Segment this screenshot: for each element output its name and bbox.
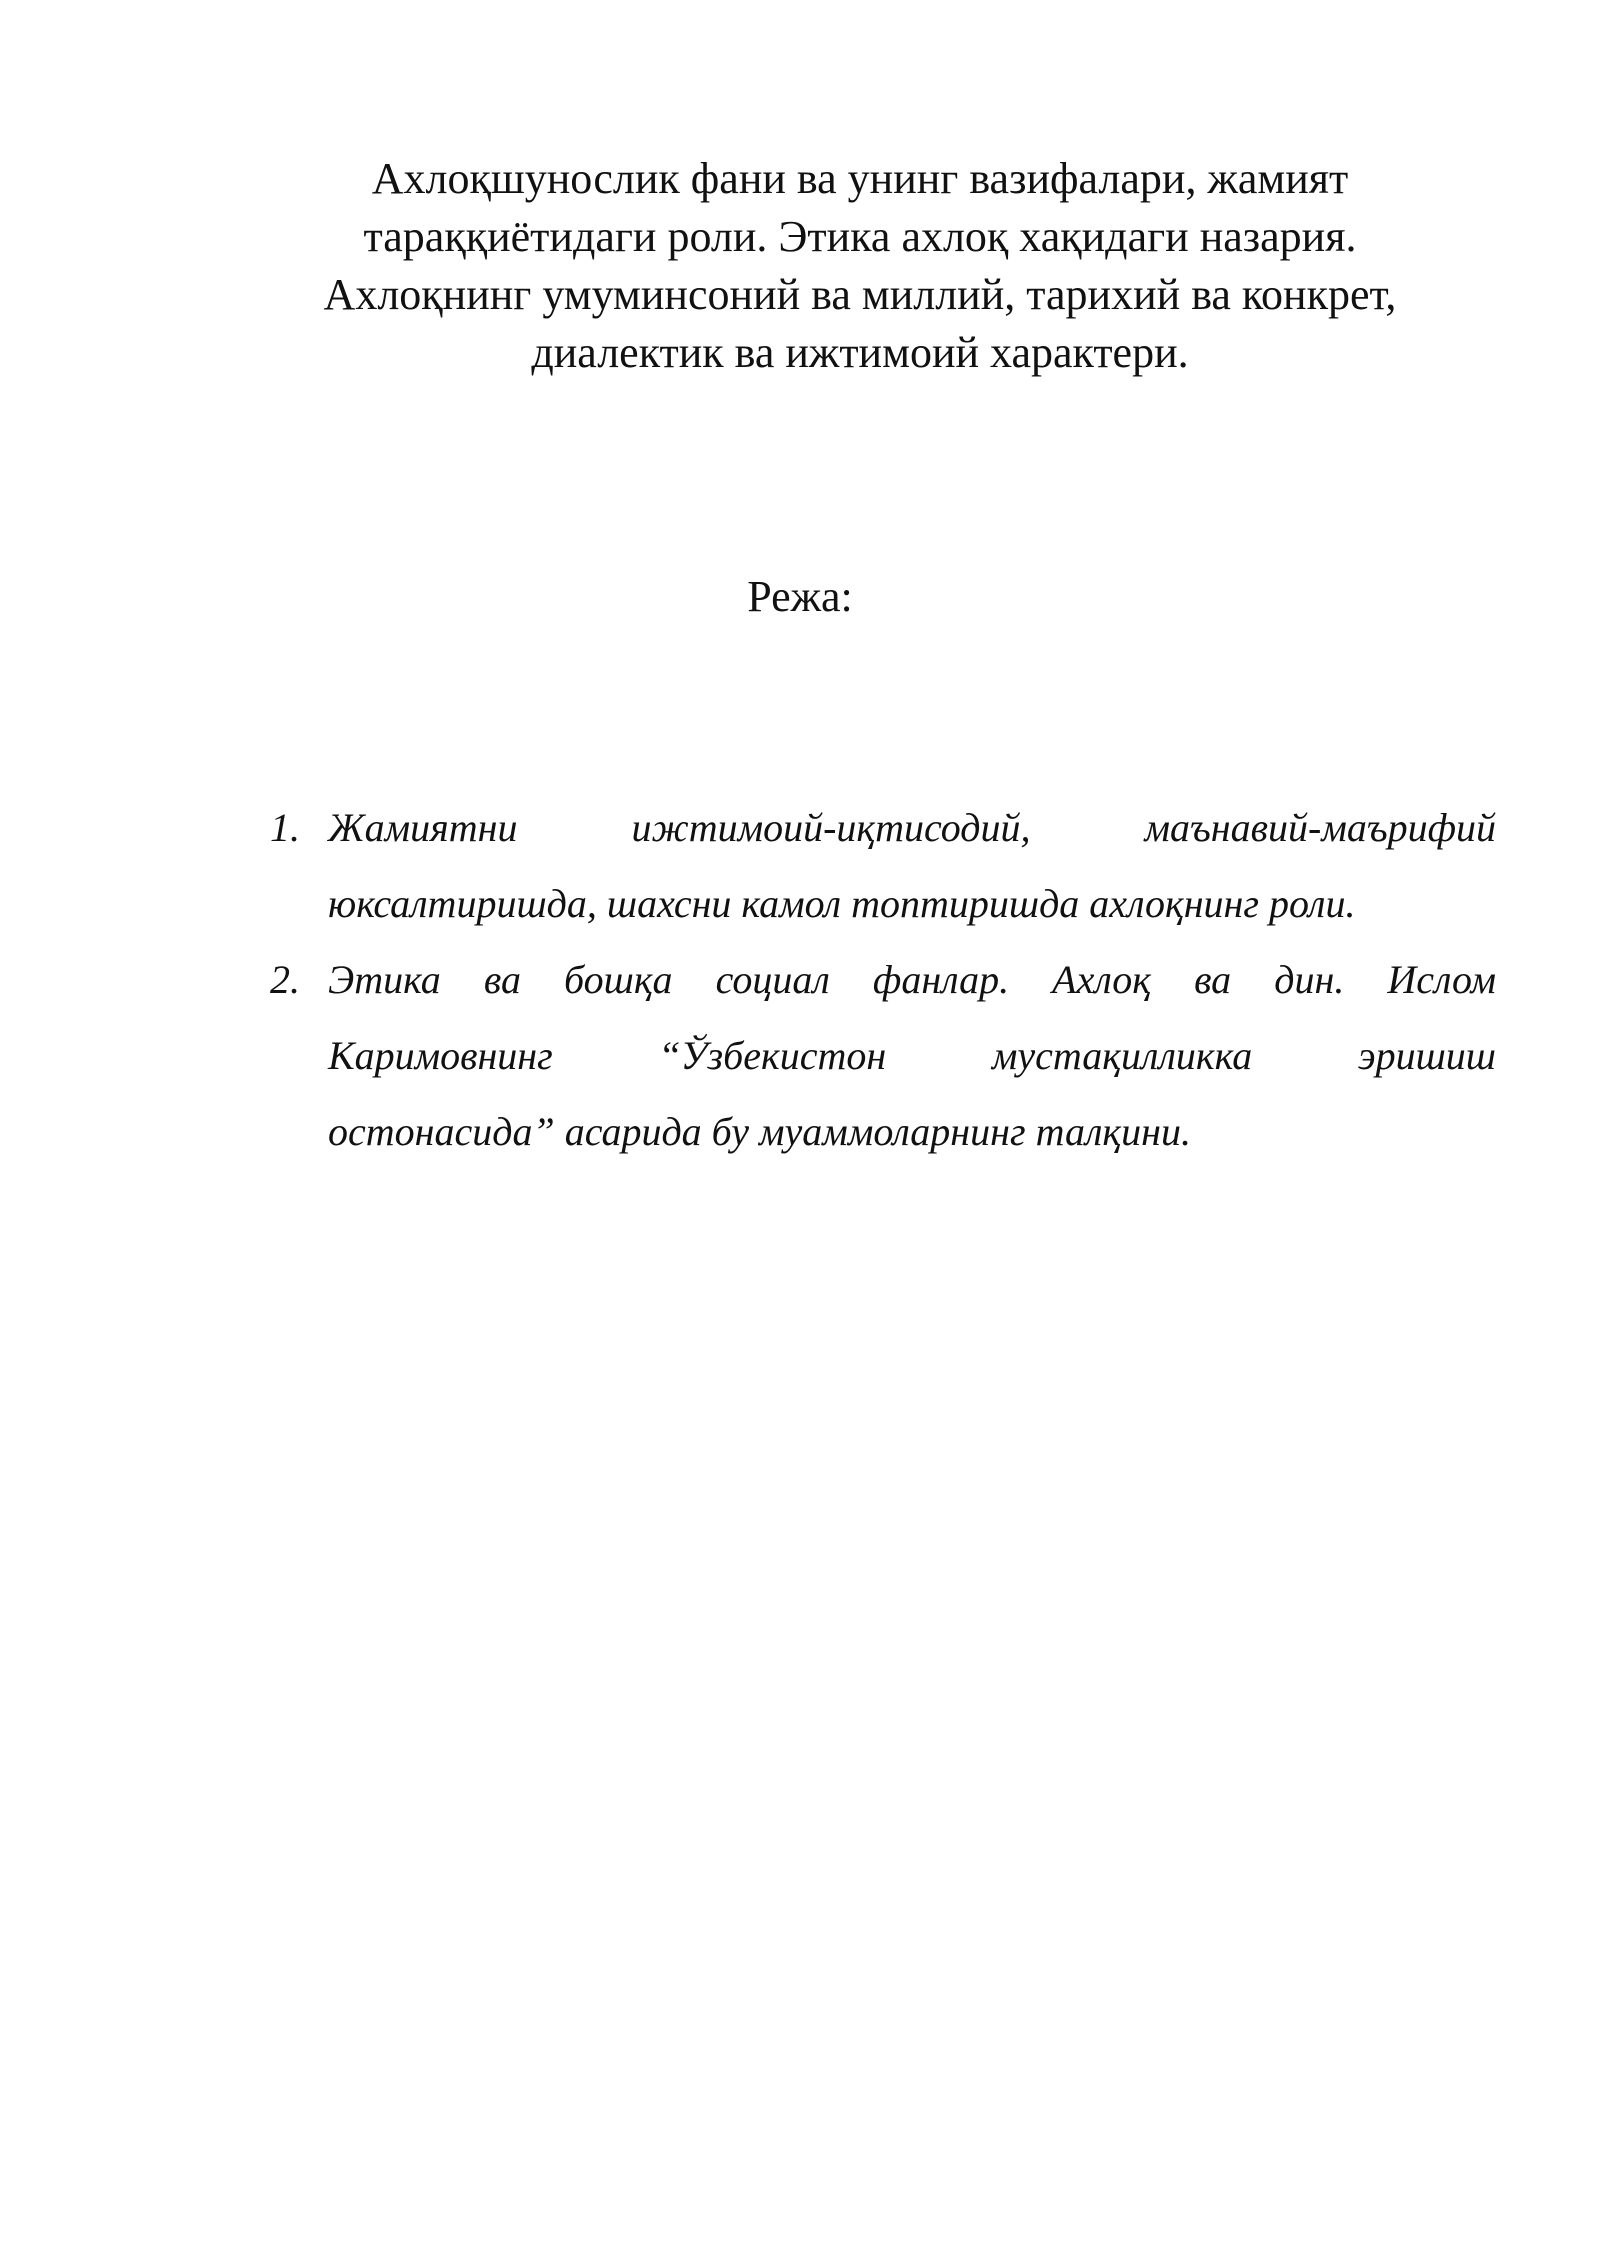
- plan-list: [270, 790, 1496, 1170]
- plan-item-line: Жамиятни ижтимоий-иқтисодий, маънавий-маърифий: [328, 805, 1496, 850]
- plan-item-line: Этика ва бошқа социал фанлар. Ахлоқ ва дин. Ислом: [328, 957, 1496, 1002]
- title-line: Ахлоқнинг умуминсоний ва миллий, тарихий ва конкрет,: [323, 270, 1397, 319]
- plan-item-line: остонасида” асарида бу муаммоларнинг талқини.: [328, 1109, 1191, 1154]
- title-line: тараққиётидаги роли. Этика ахлоқ хақидаги назария.: [363, 212, 1357, 261]
- plan-item-line: юксалтиришда, шахсни камол топтиришда ахлоқнинг роли.: [328, 881, 1356, 926]
- plan-item-2: [270, 942, 1496, 1170]
- document-title: [230, 150, 1490, 382]
- plan-item-number: 2.: [270, 957, 300, 1002]
- plan-heading: Режа:: [747, 572, 853, 621]
- title-line: диалектик ва ижтимоий характери.: [531, 328, 1189, 377]
- title-line: Ахлоқшунослик фани ва унинг вазифалари, жамият: [371, 154, 1349, 203]
- plan-item-number: 1.: [270, 805, 300, 850]
- plan-item-line: Каримовнинг “Ўзбекистон мустақилликка эришиш: [328, 1033, 1496, 1078]
- plan-item-1: [270, 790, 1496, 942]
